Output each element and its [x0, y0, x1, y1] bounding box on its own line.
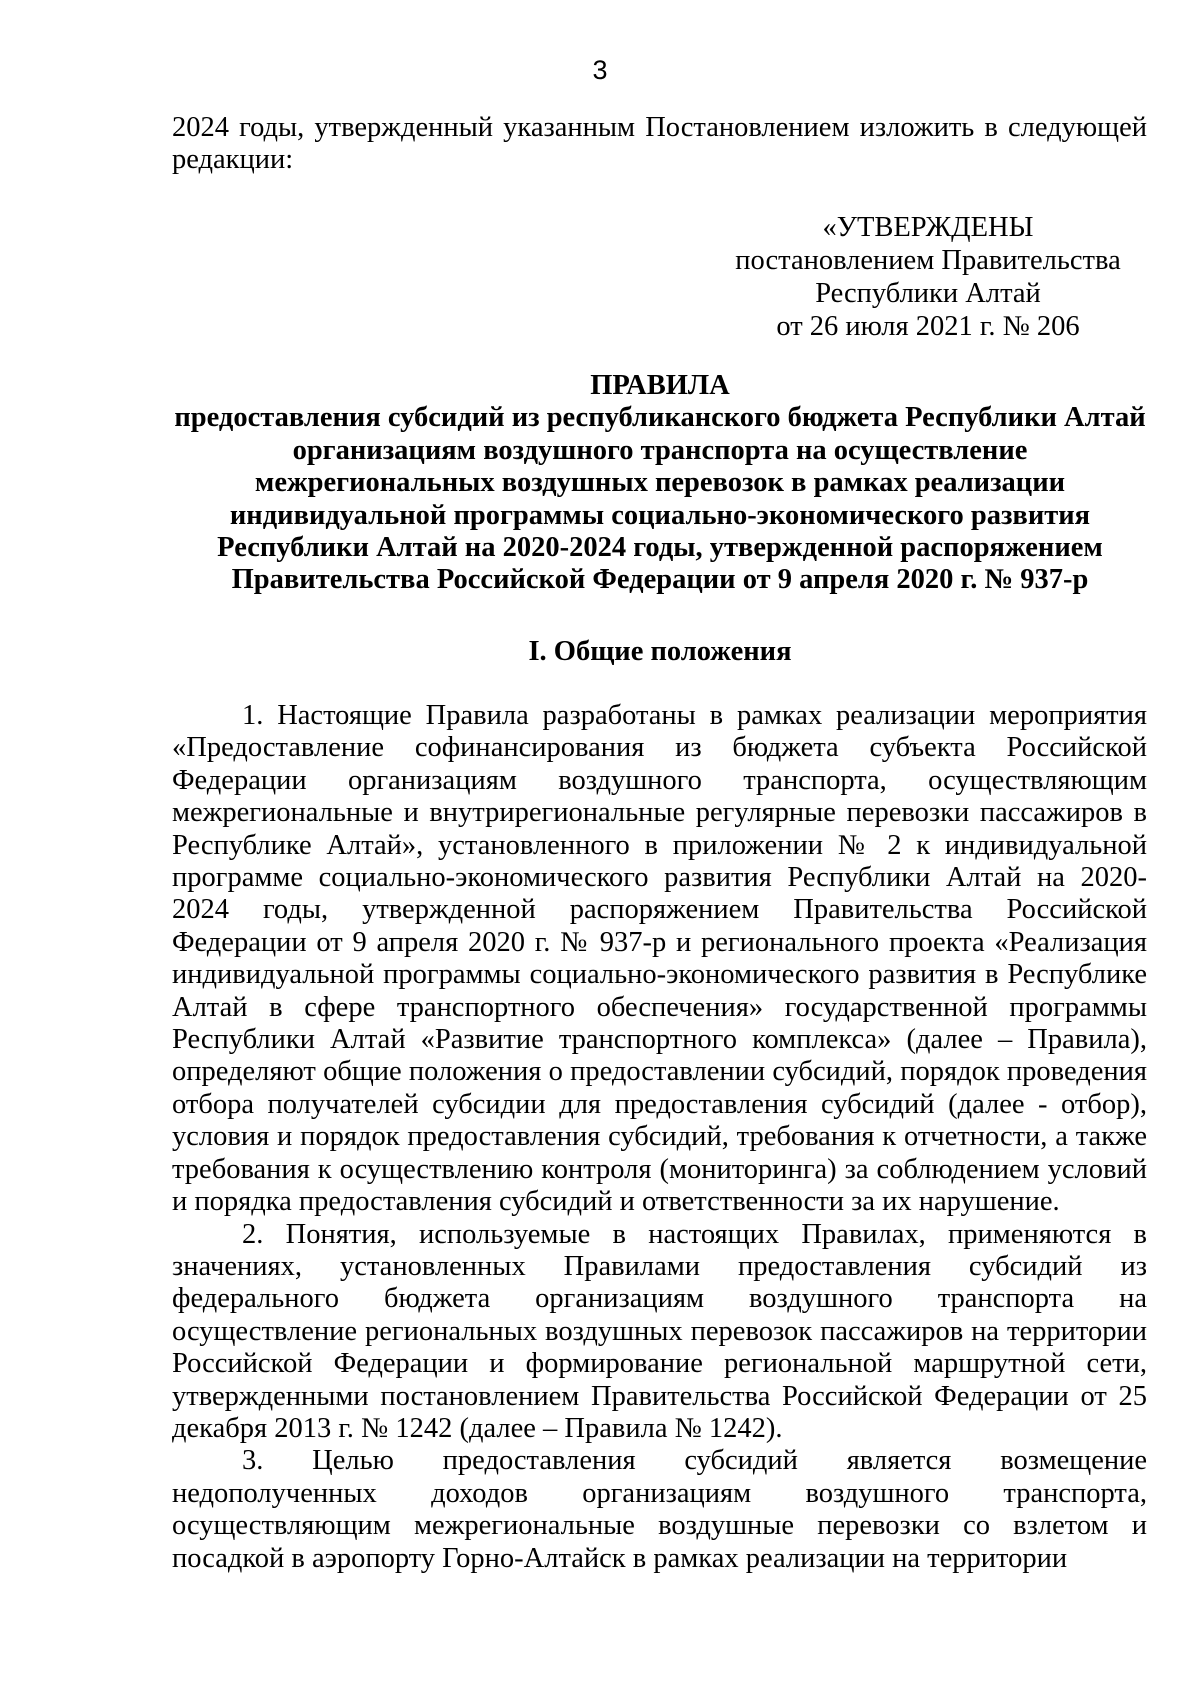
approval-line: «УТВЕРЖДЕНЫ — [822, 212, 1034, 243]
intro-paragraph: 2024 годы, утвержденный указанным Постановлением изложить в следующей редакции: — [172, 112, 1147, 176]
title-line: межрегиональных воздушных перевозок в рамках реализации — [254, 467, 1066, 499]
title-line: предоставления субсидий из республиканского бюджета Республики Алтай — [174, 402, 1146, 434]
body-paragraph: 1. Настоящие Правила разработаны в рамках реализации мероприятия «Предоставление софинансирования из бюджета субъекта Российской Федерации организациям воздушного транспорта, осуществляющим межрегиональные и внутрирегиональные регулярные перевозки пассажиров в Республике Алтай», установленного в приложении № 2 к индивидуальной программе социально-экономического развития Республики Алтай на 2020-2024 годы, утвержденной распоряжением Правительства Российской Федерации от 9 апреля 2020 г. № 937-р и регионального проекта «Реализация индивидуальной программы социально-экономического развития в Республике Алтай в сфере транспортного обеспечения» государственной программы Республики Алтай «Развитие транспортного комплекса» (далее – Правила), определяют общие положения о предоставлении субсидий, порядок проведения отбора получателей субсидии для предоставления субсидий (далее - отбор), условия и порядок предоставления субсидий, требования к отчетности, а также требования к осуществлению контроля (мониторинга) за соблюдением условий и порядка предоставления субсидий и ответственности за их нарушение. — [172, 700, 1147, 1218]
document-title — [150, 370, 1170, 597]
section-heading: I. Общие положения — [528, 636, 792, 667]
title-heading: ПРАВИЛА — [590, 370, 730, 401]
intro-text — [172, 112, 1147, 177]
page-number: 3 — [592, 55, 608, 85]
title-line: Правительства Российской Федерации от 9 апреля 2020 г. № 937-р — [231, 564, 1089, 596]
approval-line: от 26 июля 2021 г. № 206 — [776, 311, 1080, 342]
body-paragraph: 2. Понятия, используемые в настоящих Правилах, применяются в значениях, установленных Правилами предоставления субсидий из федерального бюджета организациям воздушного транспорта на осуществление региональных воздушных перевозок пассажиров на территории Российской Федерации и формирование региональной маршрутной сети, утвержденными постановлением Правительства Российской Федерации от 25 декабря 2013 г. № 1242 (далее – Правила № 1242). — [172, 1218, 1147, 1444]
approval-line: постановлением Правительства — [735, 245, 1121, 276]
body-paragraph: 3. Целью предоставления субсидий является возмещение недополученных доходов организациям воздушного транспорта, осуществляющим межрегиональные воздушные перевозки со взлетом и посадкой в аэропорту Горно-Алтайск в рамках реализации на территории — [172, 1445, 1147, 1574]
title-line: индивидуальной программы социально-экономического развития — [229, 499, 1091, 531]
approval-stamp-block — [718, 211, 1138, 343]
document-body — [172, 700, 1147, 1575]
title-line: организациям воздушного транспорта на осуществление — [292, 434, 1028, 466]
approval-line: Республики Алтай — [815, 278, 1041, 309]
title-line: Республики Алтай на 2020-2024 годы, утвержденной распоряжением — [217, 532, 1103, 564]
